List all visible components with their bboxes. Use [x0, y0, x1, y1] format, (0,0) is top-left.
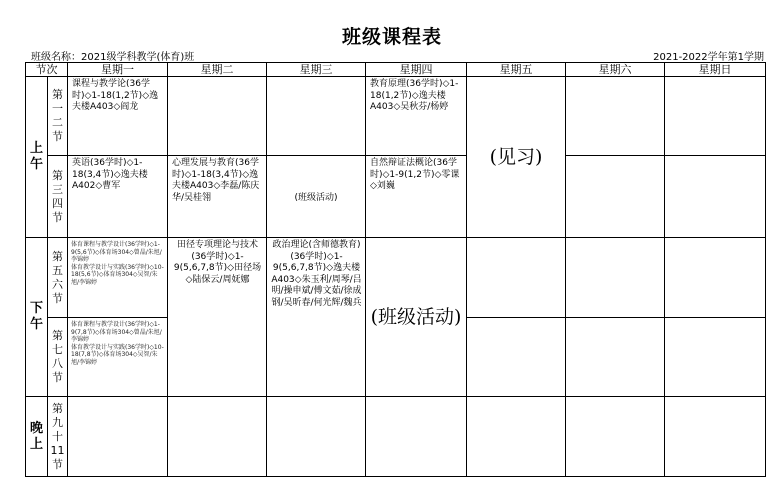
course-thu-1-2: 教育原理(36学时)◇1-18(1,2节)◇逸夫楼A403◇吴秋芬/杨婷	[366, 77, 467, 156]
day-header-sat: 星期六	[566, 63, 665, 77]
empty-cell	[566, 156, 665, 238]
empty-cell	[665, 156, 766, 238]
slot-1-2: 第一二节	[48, 77, 68, 156]
course-mon-1-2: 课程与教学论(36学时)◇1-18(1,2节)◇逸夫楼A403◇阎龙	[68, 77, 168, 156]
activity-label: (班级活动)	[370, 306, 462, 328]
internship-label: (见习)	[489, 146, 543, 168]
course-thu-activity	[366, 238, 467, 397]
period-evening: 晚上	[26, 397, 48, 477]
course-wed-5-8: 政治理论(含师德教育)(36学时)◇1-9(5,6,7,8节)◇逸夫楼A403◇朱玉利/周琴/吕明/操申斌/傅文茹/徐成钢/吴昕春/何光辉/魏兵	[267, 238, 366, 397]
day-header-thu: 星期四	[366, 63, 467, 77]
table-row	[26, 156, 766, 238]
table-row	[26, 238, 766, 318]
empty-cell	[467, 238, 566, 318]
section-header: 节次	[26, 63, 68, 77]
period-afternoon: 下午	[26, 238, 48, 397]
course-wed-3-4: (班级活动)	[267, 156, 366, 238]
empty-cell	[267, 77, 366, 156]
empty-cell	[68, 397, 168, 477]
empty-cell	[566, 318, 665, 397]
header-row	[26, 63, 766, 77]
empty-cell	[267, 397, 366, 477]
empty-cell	[665, 318, 766, 397]
empty-cell	[366, 397, 467, 477]
course-tue-5-8: 田径专项理论与技术(36学时)◇1-9(5,6,7,8节)◇田径场◇陆保云/周妩娜	[168, 238, 267, 397]
empty-cell	[665, 77, 766, 156]
slot-9-11: 第九十11节	[48, 397, 68, 477]
course-fri-internship	[467, 77, 566, 238]
table-row	[26, 397, 766, 477]
table-row	[26, 77, 766, 156]
empty-cell	[566, 397, 665, 477]
course-entry: 体育课程与教学设计(36学时)◇1-9(5,6节)◇体育场304◇曾晶/朱旭/李锦婷	[71, 241, 162, 263]
slot-3-4: 第三四节	[48, 156, 68, 238]
day-header-fri: 星期五	[467, 63, 566, 77]
empty-cell	[467, 318, 566, 397]
course-entry: 体育教学设计与实践(36学时)◇10-18(7,8节)◇体育场304◇吴智/朱旭/李锦婷	[71, 343, 164, 366]
empty-cell	[566, 77, 665, 156]
course-entry: 体育教学设计与实践(36学时)◇10-18(5,6节)◇体育场304◇吴智/朱旭/李锦婷	[71, 263, 164, 286]
empty-cell	[665, 397, 766, 477]
day-header-wed: 星期三	[267, 63, 366, 77]
slot-7-8: 第七八节	[48, 318, 68, 397]
course-mon-5-6	[68, 238, 168, 318]
empty-cell	[168, 77, 267, 156]
empty-cell	[665, 238, 766, 318]
empty-cell	[467, 397, 566, 477]
class-name: 班级名称：2021级学科教学(体育)班	[31, 52, 195, 63]
day-header-mon: 星期一	[68, 63, 168, 77]
page-title: 班级课程表	[341, 26, 442, 48]
empty-cell	[168, 397, 267, 477]
period-morning: 上午	[26, 77, 48, 238]
course-tue-3-4: 心理发展与教育(36学时)◇1-18(3,4节)◇逸夫楼A403◇李磊/陈庆华/吴桂翎	[168, 156, 267, 238]
schedule-table	[25, 62, 766, 477]
term-label: 2021-2022学年第1学期	[653, 52, 764, 63]
course-mon-7-8	[68, 318, 168, 397]
empty-cell	[566, 238, 665, 318]
course-entry: 体育课程与教学设计(36学时)◇1-9(7,8节)◇体育场304◇曾晶/朱旭/李锦婷	[71, 321, 162, 343]
course-thu-3-4: 自然辩证法概论(36学时)◇1-9(1,2节)◇零课◇刘巍	[366, 156, 467, 238]
day-header-tue: 星期二	[168, 63, 267, 77]
slot-5-6: 第五六节	[48, 238, 68, 318]
day-header-sun: 星期日	[665, 63, 766, 77]
course-mon-3-4: 英语(36学时)◇1-18(3,4节)◇逸夫楼A402◇曹军	[68, 156, 168, 238]
